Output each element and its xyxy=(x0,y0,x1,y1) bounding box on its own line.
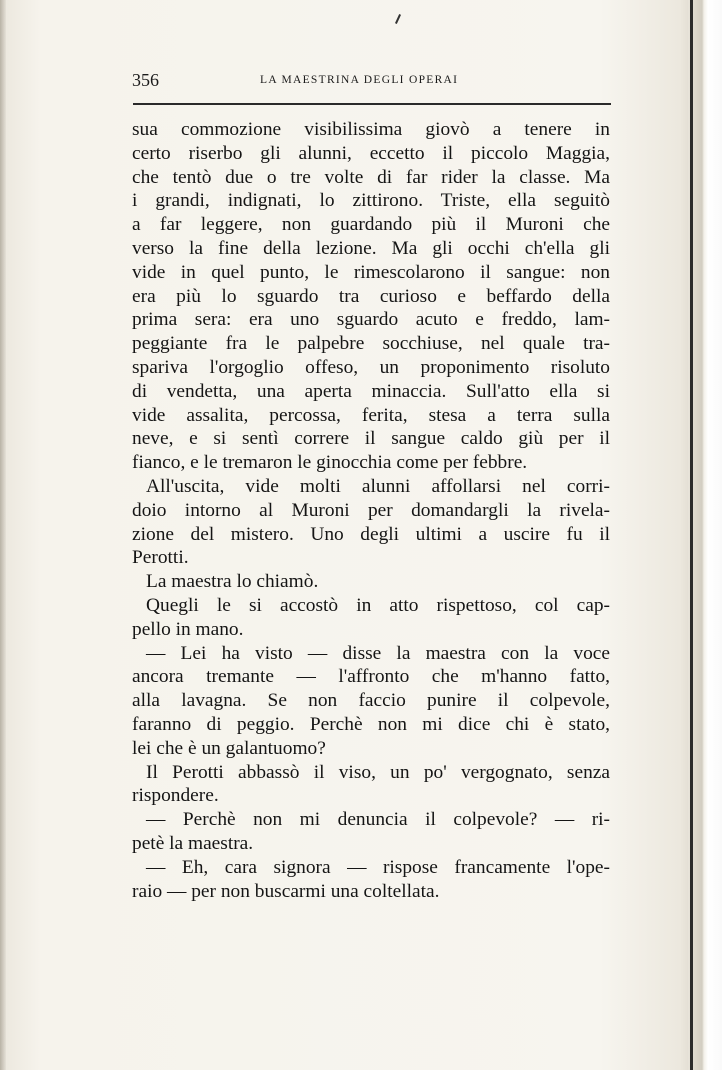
text-line: raio — per non buscarmi una coltellata. xyxy=(132,880,440,902)
text-line: spariva l'orgoglio offeso, un proponimento risoluto xyxy=(132,356,610,378)
text-line: — Lei ha visto — disse la maestra con la voce xyxy=(146,642,610,664)
text-line: Quegli le si accostò in atto rispettoso, col cap- xyxy=(146,594,610,616)
text-line: prima sera: era uno sguardo acuto e freddo, lam- xyxy=(132,309,610,331)
text-line: Perotti. xyxy=(132,547,189,569)
text-line: — Perchè non mi denuncia il colpevole? — ri- xyxy=(146,809,610,831)
text-line: faranno di peggio. Perchè non mi dice chi è stato, xyxy=(132,713,610,735)
text-line: i grandi, indignati, lo zittirono. Triste, ella seguitò xyxy=(132,190,610,212)
text-line: — Eh, cara signora — rispose francamente l'ope- xyxy=(146,856,610,878)
text-line: vide assalita, percossa, ferita, stesa a terra sulla xyxy=(132,404,610,426)
text-line: certo riserbo gli alunni, eccetto il piccolo Maggia, xyxy=(132,142,610,164)
text-line: petè la maestra. xyxy=(132,832,254,854)
text-line: era più lo sguardo tra curioso e beffardo della xyxy=(132,285,610,307)
text-line: La maestra lo chiamò. xyxy=(146,571,319,593)
text-line: All'uscita, vide molti alunni affollarsi nel corri- xyxy=(146,475,610,497)
text-line: ancora tremante — l'affronto che m'hanno fatto, xyxy=(132,666,610,688)
page-gutter-line xyxy=(690,0,693,1070)
stray-pen-mark xyxy=(395,14,401,24)
text-line: pello in mano. xyxy=(132,618,244,640)
text-line: verso la fine della lezione. Ma gli occhi ch'ella gli xyxy=(132,237,610,259)
text-line: alla lavagna. Se non faccio punire il colpevole, xyxy=(132,690,610,712)
running-title: LA MAESTRINA DEGLI OPERAI xyxy=(260,74,459,86)
text-line: fianco, e le tremaron le ginocchia come per febbre. xyxy=(132,452,528,474)
header-rule xyxy=(133,103,611,105)
page-header xyxy=(132,70,612,92)
page-number: 356 xyxy=(132,70,159,90)
text-line: zione del mistero. Uno degli ultimi a uscire fu il xyxy=(132,523,610,545)
text-line: vide in quel punto, le rimescolarono il sangue: non xyxy=(132,261,610,283)
text-line: doio intorno al Muroni per domandargli la rivela- xyxy=(132,499,610,521)
text-line: neve, e si sentì correre il sangue caldo giù per il xyxy=(132,428,610,450)
text-line: peggiante fra le palpebre socchiuse, nel quale tra- xyxy=(132,333,610,355)
page-right-edge xyxy=(688,0,722,1070)
text-line: rispondere. xyxy=(132,785,219,807)
text-line: sua commozione visibilissima giovò a tenere in xyxy=(132,119,610,140)
text-line: di vendetta, una aperta minaccia. Sull'atto ella si xyxy=(132,380,610,402)
body-text xyxy=(132,118,610,903)
text-line: a far leggere, non guardando più il Muroni che xyxy=(132,214,610,236)
text-line: lei che è un galantuomo? xyxy=(132,737,326,759)
text-line: che tentò due o tre volte di far rider la classe. Ma xyxy=(132,166,610,188)
text-line: Il Perotti abbassò il viso, un po' vergognato, senza xyxy=(146,761,610,783)
page-left-edge xyxy=(0,0,6,1070)
